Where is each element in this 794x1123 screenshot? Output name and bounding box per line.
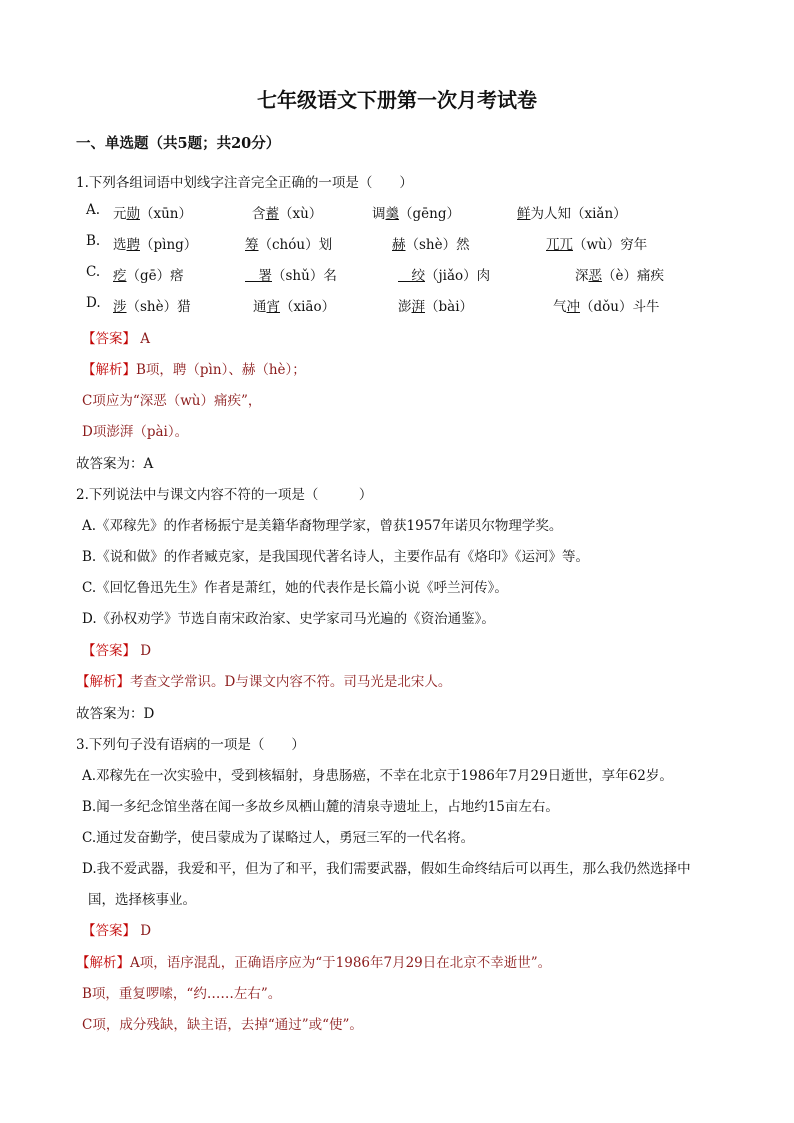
answer-value: A xyxy=(136,331,151,347)
answer-value: D xyxy=(136,923,152,939)
q1-option-item xyxy=(245,264,337,284)
q1-option-letter: C. xyxy=(86,264,101,280)
q1-option-item xyxy=(253,295,335,315)
option-text: （gē）瘩 xyxy=(126,268,184,284)
option-text: 澎 xyxy=(398,299,412,315)
q3-option-b: B.闻一多纪念馆坐落在闻一多故乡凤栖山麓的清泉寺遗址上，占地约15亩左右。 xyxy=(82,799,559,815)
q1-option-item xyxy=(252,202,322,222)
underlined-char: 羹 xyxy=(385,206,399,222)
q2-answer xyxy=(82,639,151,659)
q1-option-item xyxy=(245,233,332,253)
q1-option-item xyxy=(113,264,184,284)
underlined-char: 蓄 xyxy=(265,206,279,222)
q1-option-letter: D. xyxy=(86,295,101,311)
underlined-char: 鲜 xyxy=(517,206,531,222)
q1-option-item xyxy=(546,233,647,253)
underlined-char: 绞 xyxy=(398,268,425,284)
option-text: （chóu）划 xyxy=(258,237,333,253)
q2-final: 故答案为：D xyxy=(76,706,155,722)
underlined-char: 冲 xyxy=(566,299,580,315)
option-text: （è）痛疾 xyxy=(602,268,664,284)
q2-analysis xyxy=(76,670,451,690)
q3-option-c: C.通过发奋勤学，使吕蒙成为了谋略过人，勇冠三军的一代名将。 xyxy=(82,830,475,846)
option-text: 选 xyxy=(113,237,127,253)
option-text: 元 xyxy=(113,206,127,222)
option-text: 调 xyxy=(372,206,386,222)
q2-option-b: B.《说和做》的作者臧克家，是我国现代著名诗人，主要作品有《烙印》《运河》等。 xyxy=(82,549,589,565)
q1-option-item xyxy=(398,295,473,315)
analysis-label: 【解析】 xyxy=(76,955,130,971)
q1-option-item xyxy=(575,264,664,284)
underlined-char: 疙 xyxy=(113,268,127,284)
underlined-char: 勋 xyxy=(126,206,140,222)
option-text: 通 xyxy=(253,299,267,315)
option-text: （shǔ）名 xyxy=(272,268,337,284)
page-title: 七年级语文下册第一次月考试卷 xyxy=(257,88,537,112)
analysis-text: A项，语序混乱，正确语序应为“于1986年7月29日在北京不幸逝世”。 xyxy=(130,955,552,971)
option-text: （gēng） xyxy=(399,206,460,222)
q1-option-letter: A. xyxy=(86,202,101,218)
option-text: 为人知（xiǎn） xyxy=(530,206,627,222)
option-text: （wù）穷年 xyxy=(573,237,648,253)
answer-value: D xyxy=(136,643,152,659)
underlined-char: 聘 xyxy=(126,237,140,253)
q2-option-d: D.《孙权劝学》节选自南宋政治家、史学家司马光遍的《资治通鉴》。 xyxy=(82,611,495,627)
analysis-label: 【解析】 xyxy=(76,674,130,690)
analysis-label: 【解析】 xyxy=(82,362,136,378)
option-text: （xūn） xyxy=(140,206,193,222)
q1-option-letter: B. xyxy=(86,233,101,249)
q1-option-item xyxy=(398,264,490,284)
underlined-char: 湃 xyxy=(411,299,425,315)
analysis-text: 考查文学常识。D与课文内容不符。司马光是北宋人。 xyxy=(130,674,452,690)
q2-option-c: C.《回忆鲁迅先生》作者是萧红，她的代表作是长篇小说《呼兰河传》。 xyxy=(82,580,508,596)
option-text: （jiǎo）肉 xyxy=(425,268,491,284)
q2-stem: 2.下列说法中与课文内容不符的一项是（ ） xyxy=(76,487,373,503)
q1-stem: 1.下列各组词语中划线字注音完全正确的一项是（ ） xyxy=(76,175,413,191)
option-text: （bài） xyxy=(425,299,474,315)
q1-option-item xyxy=(553,295,659,315)
option-text: （xù） xyxy=(279,206,323,222)
option-text: 气 xyxy=(553,299,567,315)
analysis-text: B项，重复啰嗦，“约……左右”。 xyxy=(82,986,282,1002)
q3-option-a: A.邓稼先在一次实验中，受到核辐射，身患肠癌，不幸在北京于1986年7月29日逝世，享年62岁。 xyxy=(82,768,673,784)
q3-analysis xyxy=(76,951,551,971)
option-text: （xiāo） xyxy=(280,299,336,315)
underlined-char: 兀兀 xyxy=(546,237,573,253)
analysis-text: B项，聘（pìn）、赫（hè）； xyxy=(136,362,306,378)
analysis-text: D项澎湃（pài）。 xyxy=(82,424,189,440)
analysis-text: C项应为“深恶（wù）痛疾”， xyxy=(82,393,262,409)
q2-option-a: A.《邓稼先》的作者杨振宁是美籍华裔物理学家，曾获1957年诺贝尔物理学奖。 xyxy=(82,518,563,534)
q1-final: 故答案为：A xyxy=(76,456,154,472)
q1-option-item xyxy=(113,202,192,222)
q1-option-item xyxy=(372,202,460,222)
answer-label: 【答案】 xyxy=(82,331,136,347)
underlined-char: 筹 xyxy=(245,237,259,253)
q3-stem: 3.下列句子没有语病的一项是（ ） xyxy=(76,737,305,753)
q1-option-item xyxy=(113,233,197,253)
option-text: （pìng） xyxy=(140,237,198,253)
section-heading: 一、单选题（共5题；共20分） xyxy=(76,135,281,152)
option-text: （shè）然 xyxy=(405,237,470,253)
q3-option-d-cont: 国，选择核事业。 xyxy=(88,892,196,908)
analysis-text: C项，成分残缺，缺主语，去掉“通过”或“使”。 xyxy=(82,1017,363,1033)
q1-analysis xyxy=(82,358,306,378)
answer-label: 【答案】 xyxy=(82,643,136,659)
q1-option-item xyxy=(517,202,627,222)
q1-option-item xyxy=(113,295,191,315)
underlined-char: 署 xyxy=(245,268,272,284)
underlined-char: 赫 xyxy=(392,237,406,253)
q1-answer xyxy=(82,327,150,347)
q3-answer xyxy=(82,919,151,939)
underlined-char: 恶 xyxy=(588,268,602,284)
underlined-char: 涉 xyxy=(113,299,127,315)
answer-label: 【答案】 xyxy=(82,923,136,939)
q3-option-d: D.我不爱武器，我爱和平，但为了和平，我们需要武器，假如生命终结后可以再生，那么我仍然选择中 xyxy=(82,861,691,877)
q1-option-item xyxy=(392,233,470,253)
option-text: 深 xyxy=(575,268,589,284)
option-text: （shè）猎 xyxy=(126,299,191,315)
option-text: 含 xyxy=(252,206,266,222)
underlined-char: 宵 xyxy=(266,299,280,315)
option-text: （dǒu）斗牛 xyxy=(580,299,660,315)
